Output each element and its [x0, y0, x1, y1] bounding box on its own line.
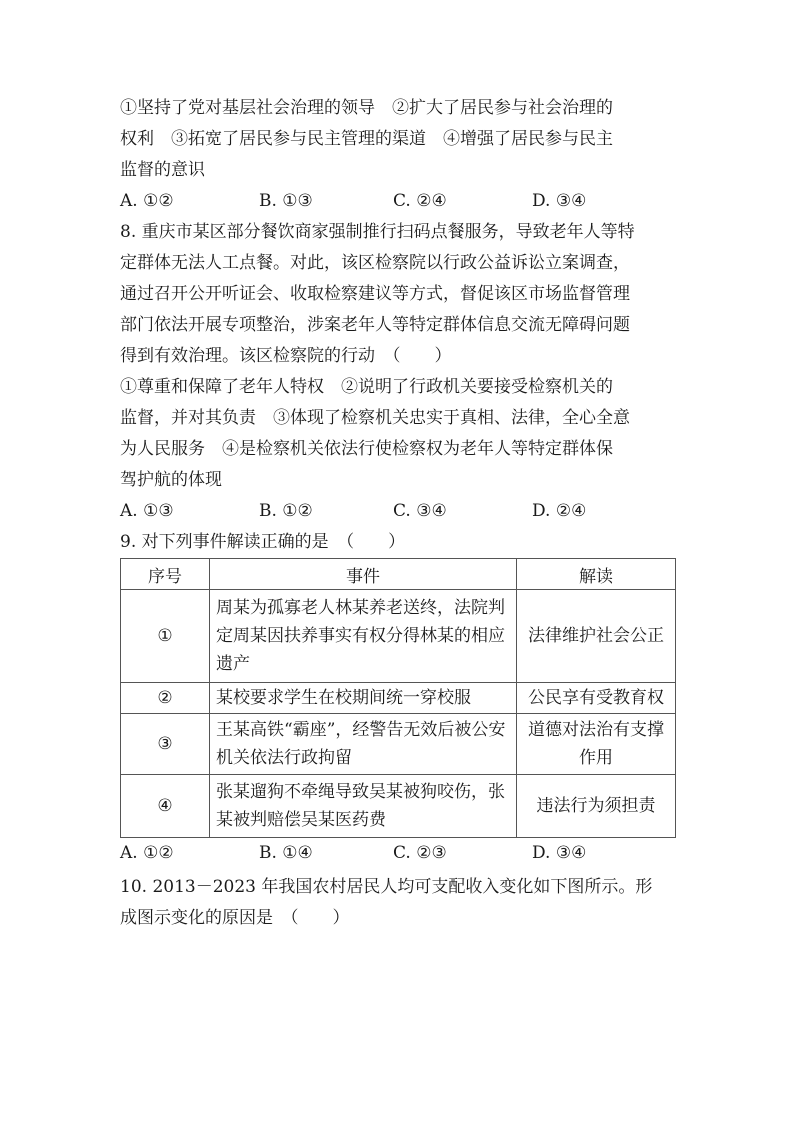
- table-row: [121, 714, 676, 775]
- q9-option-b: B. ①④: [259, 843, 313, 863]
- q8-options: [120, 496, 680, 527]
- row-reading: 法律维护社会公正: [517, 590, 676, 683]
- q10-stem-line-2: 成图示变化的原因是 （ ）: [120, 908, 350, 928]
- header-number: 序号: [121, 559, 210, 590]
- table-header-row: [121, 559, 676, 590]
- row-reading: 道德对法治有支撑作用: [517, 714, 676, 775]
- q8-statements-line-1: ①尊重和保障了老年人特权 ②说明了行政机关要接受检察机关的: [120, 377, 613, 397]
- q7-option-a: A. ①②: [120, 191, 174, 211]
- header-event: 事件: [210, 559, 517, 590]
- q7-options: [120, 186, 680, 217]
- row-event: 某校要求学生在校期间统一穿校服: [210, 683, 517, 714]
- q9-option-a: A. ①②: [120, 843, 174, 863]
- exam-page: [120, 93, 680, 934]
- q8-statements-line-4: 驾护航的体现: [120, 470, 222, 490]
- q8-stem-line-3: 通过召开公开听证会、收取检察建议等方式，督促该区市场监督管理: [120, 284, 630, 304]
- q8-statements-line-3: 为人民服务 ④是检察机关依法行使检察权为老年人等特定群体保: [120, 439, 613, 459]
- q8-option-b: B. ①②: [259, 501, 313, 521]
- q7-statements-line-3: 监督的意识: [120, 160, 205, 180]
- q7-statements-line-1: ①坚持了党对基层社会治理的领导 ②扩大了居民参与社会治理的: [120, 98, 613, 118]
- row-reading: 公民享有受教育权: [517, 683, 676, 714]
- table-row: [121, 590, 676, 683]
- table-row: [121, 683, 676, 714]
- row-event: 王某高铁“霸座”，经警告无效后被公安机关依法行政拘留: [210, 714, 517, 775]
- q10-stem-line-1: 10. 2013－2023 年我国农村居民人均可支配收入变化如下图所示。形: [120, 877, 653, 897]
- row-event: 周某为孤寡老人林某养老送终，法院判定周某因扶养事实有权分得林某的相应遗产: [210, 590, 517, 683]
- q8-stem-line-5: 得到有效治理。该区检察院的行动 （ ）: [120, 346, 452, 366]
- q8-statements-line-2: 监督，并对其负责 ③体现了检察机关忠实于真相、法律，全心全意: [120, 408, 630, 428]
- q8-stem-line-1: 8. 重庆市某区部分餐饮商家强制推行扫码点餐服务，导致老年人等特: [120, 222, 635, 242]
- row-reading: 违法行为须担责: [517, 775, 676, 838]
- q9-stem: 9. 对下列事件解读正确的是 （ ）: [120, 532, 406, 552]
- q9-events-table: [120, 558, 676, 838]
- q8-option-a: A. ①③: [120, 501, 174, 521]
- row-number: ②: [121, 683, 210, 714]
- q8-option-c: C. ③④: [393, 501, 447, 521]
- row-number: ③: [121, 714, 210, 775]
- table-row: [121, 775, 676, 838]
- row-number: ①: [121, 590, 210, 683]
- q9-options: [120, 838, 680, 869]
- q9-option-c: C. ②③: [393, 843, 447, 863]
- q7-option-b: B. ①③: [259, 191, 313, 211]
- q8-option-d: D. ②④: [532, 501, 587, 521]
- header-reading: 解读: [517, 559, 676, 590]
- q7-option-d: D. ③④: [532, 191, 587, 211]
- q7-option-c: C. ②④: [393, 191, 447, 211]
- q8-stem-line-2: 定群体无法人工点餐。对此，该区检察院以行政公益诉讼立案调查，: [120, 253, 630, 273]
- q9-option-d: D. ③④: [532, 843, 587, 863]
- q7-statements-line-2: 权利 ③拓宽了居民参与民主管理的渠道 ④增强了居民参与民主: [120, 129, 613, 149]
- q8-stem-line-4: 部门依法开展专项整治，涉案老年人等特定群体信息交流无障碍问题: [120, 315, 630, 335]
- row-event: 张某遛狗不牵绳导致吴某被狗咬伤，张某被判赔偿吴某医药费: [210, 775, 517, 838]
- row-number: ④: [121, 775, 210, 838]
